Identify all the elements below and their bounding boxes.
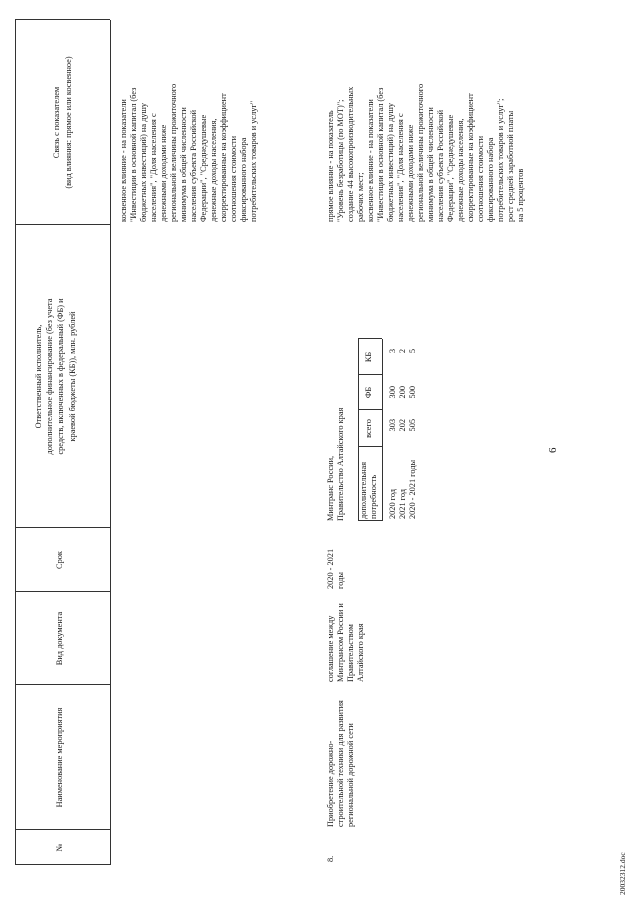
subtable-header-total: всего xyxy=(364,419,373,438)
header-measure: Наименование мероприятия xyxy=(55,707,64,808)
continuation-line: региональной величины прожиточного xyxy=(169,83,178,222)
row8-link-line: скорректированные на коэффициент xyxy=(466,93,475,222)
subtable-header-fb: ФБ xyxy=(364,386,373,399)
subtable-cell-fb: 500 xyxy=(407,386,417,399)
subtable-header-need-1: дополнительная xyxy=(359,461,368,519)
header-responsible-line: краевой бюджеты (КБ)), млн. рублей xyxy=(67,311,77,442)
row8-doc-line: соглашение между xyxy=(326,615,335,682)
row8-responsible-line: Минтранс России, xyxy=(326,455,335,521)
subtable-cell-fb: 300 xyxy=(388,386,397,399)
subtable-cell-total: 505 xyxy=(407,419,417,432)
row8-link-line: Федерации", "Среднедушевые xyxy=(446,114,455,222)
row8-link-line: создание 44 высокопроизводительных xyxy=(346,86,355,222)
row8-number: 8. xyxy=(326,855,335,862)
row8-link-line: денежными доходами ниже xyxy=(406,124,415,222)
row8-link-line: потребительских товаров и услуг"; xyxy=(496,98,505,222)
continuation-line: фиксированного набора xyxy=(239,137,248,222)
header-doc-type: Вид документа xyxy=(55,611,64,666)
row8-term-line: 2020 - 2021 xyxy=(326,548,335,589)
continuation-line: населения", "Доля населения с xyxy=(149,113,158,222)
header-term: Срок xyxy=(55,551,64,569)
row8-measure-line: строительной техники для развития xyxy=(336,700,345,827)
header-responsible-line: дополнительное финансирование (без учета xyxy=(45,298,55,455)
subtable-cell-kb: 2 xyxy=(397,349,407,354)
table-top-border xyxy=(15,20,16,865)
row8-link-line: "Инвестиции в основной капитал (без xyxy=(376,87,385,222)
subtable-row-label: 2020 год xyxy=(388,489,397,519)
subtable-header-need-2: потребность xyxy=(369,474,378,519)
row8-link-line: денежные доходы населения, xyxy=(456,118,465,222)
subtable-cell-fb: 200 xyxy=(397,386,407,399)
subtable-row-label: 2021 год xyxy=(397,489,407,519)
continuation-line: косвенное влияние - на показатели xyxy=(119,99,128,222)
continuation-line: денежные доходы населения, xyxy=(209,118,218,222)
continuation-line: населения субъекта Российской xyxy=(189,109,198,222)
row8-doc-line: Алтайского края xyxy=(356,623,365,682)
col-divider xyxy=(15,19,110,20)
row8-link-line: рост средней заработной платы xyxy=(506,110,515,222)
header-bottom-border xyxy=(110,20,111,865)
row8-measure-line: региональной дорожной сети xyxy=(346,723,355,827)
row8-link-line: бюджетных инвестиций) на душу xyxy=(386,102,395,222)
row8-doc-line: Минтрансом России и xyxy=(336,603,345,682)
row8-measure-line: Приобретение дорожно- xyxy=(326,740,335,827)
subtable-header-border xyxy=(382,339,383,521)
row8-link-line: косвенное влияние - на показатели xyxy=(366,99,375,222)
row8-link-line: населения", "Доля населения с xyxy=(396,113,405,222)
header-responsible-line: Ответственный исполнитель, xyxy=(34,324,43,429)
header-link-line: (вид влияния: прямое или косвенное) xyxy=(63,56,73,189)
footer-code: 20032312.doc xyxy=(618,852,627,895)
continuation-line: Федерации", "Среднедушевые xyxy=(199,114,208,222)
continuation-line: "Инвестиции в основной капитал (без xyxy=(129,87,138,222)
row8-link-line: соотношения стоимости xyxy=(476,135,485,222)
row8-link-line: "Уровень безработицы (по МОТ)"; xyxy=(336,99,345,222)
subtable-divider xyxy=(358,520,382,521)
header-responsible-line: средств, включенных в федеральный (ФБ) и xyxy=(56,298,66,455)
row8-link-line: региональной величины прожиточного xyxy=(416,83,425,222)
row8-link-line: населения субъекта Российской xyxy=(436,109,445,222)
continuation-line: бюджетных инвестиций) на душу xyxy=(139,102,148,222)
row8-link-line: рабочих мест; xyxy=(356,172,365,222)
row8-term-line: годы xyxy=(336,572,345,589)
subtable-cell-kb: 5 xyxy=(407,349,417,354)
subtable-header-kb: КБ xyxy=(364,351,373,363)
row8-responsible-line: Правительство Алтайского края xyxy=(336,407,345,521)
subtable-cell-total: 202 xyxy=(397,419,407,432)
row8-link-line: прямое влияние - на показатель xyxy=(326,110,335,222)
continuation-line: скорректированные на коэффициент xyxy=(219,93,228,222)
header-no: № xyxy=(55,843,64,852)
page-number: 6 xyxy=(547,447,559,453)
row8-link-line: фиксированного набора xyxy=(486,137,495,222)
continuation-line: минимума в общей численности xyxy=(179,107,188,222)
subtable-cell-total: 303 xyxy=(388,419,397,432)
subtable-row-label: 2020 - 2021 годы xyxy=(407,459,417,519)
continuation-line: потребительских товаров и услуг" xyxy=(249,100,258,222)
subtable-cell-kb: 3 xyxy=(388,349,397,354)
row8-doc-line: Правительством xyxy=(346,624,355,682)
header-link-line: Связь с показателем xyxy=(52,86,61,159)
continuation-line: соотношения стоимости xyxy=(229,135,238,222)
row8-link-line: на 5 процентов xyxy=(516,168,525,222)
continuation-line: денежными доходами ниже xyxy=(159,124,168,222)
row8-link-line: минимума в общей численности xyxy=(426,107,435,222)
